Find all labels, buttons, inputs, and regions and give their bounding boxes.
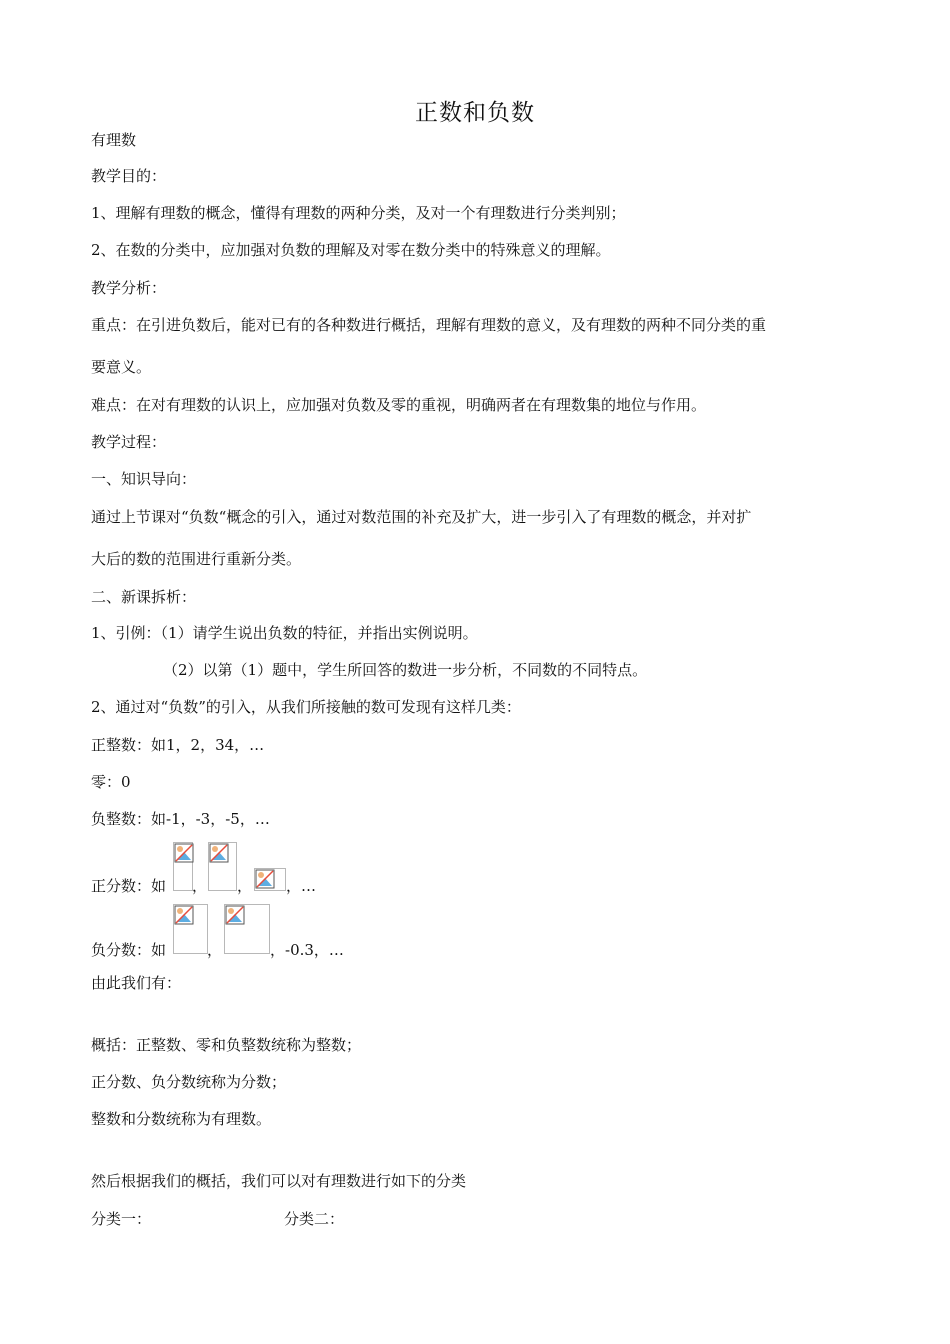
example-1: 1、引例：（1）请学生说出负数的特征，并指出实例说明。 bbox=[91, 624, 478, 642]
section-1-text-line-1: 通过上节课对“负数“概念的引入，通过对数范围的补充及扩大，进一步引入了有理数的概念，并对扩 bbox=[91, 508, 752, 526]
then-line: 然后根据我们的概括，我们可以对有理数进行如下的分类 bbox=[91, 1172, 467, 1190]
key-point-line-2: 要意义。 bbox=[91, 358, 152, 376]
summary-2: 正分数、负分数统称为分数； bbox=[91, 1073, 287, 1091]
broken-image-icon bbox=[174, 843, 194, 863]
goal-2: 2、在数的分类中，应加强对负数的理解及对零在数分类中的特殊意义的理解。 bbox=[91, 241, 611, 259]
key-point-line-1: 重点：在引进负数后，能对已有的各种数进行概括，理解有理数的意义，及有理数的两种不同分类的重 bbox=[91, 316, 767, 334]
goal-1: 1、理解有理数的概念，懂得有理数的两种分类，及对一个有理数进行分类判别； bbox=[91, 204, 626, 222]
zero-line: 零：0 bbox=[91, 773, 131, 791]
negative-fractions-sep-1: ， bbox=[207, 941, 223, 959]
negative-fractions-label: 负分数：如 bbox=[91, 941, 167, 959]
positive-integers: 正整数：如1，2，34，… bbox=[91, 736, 265, 754]
page-title: 正数和负数 bbox=[415, 100, 535, 126]
example-2: （2）以第（1）题中，学生所回答的数进一步分析，不同数的不同特点。 bbox=[163, 661, 648, 679]
section-1-heading: 一、知识导向： bbox=[91, 470, 197, 488]
fraction-image bbox=[254, 868, 286, 891]
item-2: 2、通过对“负数”的引入，从我们所接触的数可发现有这样几类： bbox=[91, 698, 521, 716]
positive-fractions-sep-1: ， bbox=[192, 877, 208, 895]
fraction-image bbox=[208, 842, 237, 891]
fraction-image bbox=[224, 904, 270, 954]
broken-image-icon bbox=[209, 843, 229, 863]
section-1-text-line-2: 大后的数的范围进行重新分类。 bbox=[91, 550, 302, 568]
broken-image-icon bbox=[225, 905, 245, 925]
positive-fractions-tail: ，… bbox=[286, 877, 317, 895]
classification-1-label: 分类一： bbox=[91, 1210, 152, 1228]
goals-heading: 教学目的： bbox=[91, 167, 167, 185]
analysis-heading: 教学分析： bbox=[91, 279, 167, 297]
summary-3: 整数和分数统称为有理数。 bbox=[91, 1110, 272, 1128]
fraction-image bbox=[173, 842, 193, 891]
subtitle: 有理数 bbox=[91, 131, 137, 149]
positive-fractions-label: 正分数：如 bbox=[91, 877, 167, 895]
difficulty: 难点：在对有理数的认识上，应加强对负数及零的重视，明确两者在有理数集的地位与作用。 bbox=[91, 396, 707, 414]
classification-2-label: 分类二： bbox=[284, 1210, 345, 1228]
section-2-heading: 二、新课拆析： bbox=[91, 588, 197, 606]
broken-image-icon bbox=[255, 869, 275, 889]
negative-integers: 负整数：如-1，-3，-5，… bbox=[91, 810, 270, 828]
fraction-image bbox=[173, 904, 208, 954]
thus-line: 由此我们有： bbox=[91, 974, 182, 992]
summary-1: 概括：正整数、零和负整数统称为整数； bbox=[91, 1036, 362, 1054]
positive-fractions-sep-2: ， bbox=[237, 877, 253, 895]
process-heading: 教学过程： bbox=[91, 433, 167, 451]
broken-image-icon bbox=[174, 905, 194, 925]
negative-fractions-tail: ，-0.3，… bbox=[270, 941, 344, 959]
